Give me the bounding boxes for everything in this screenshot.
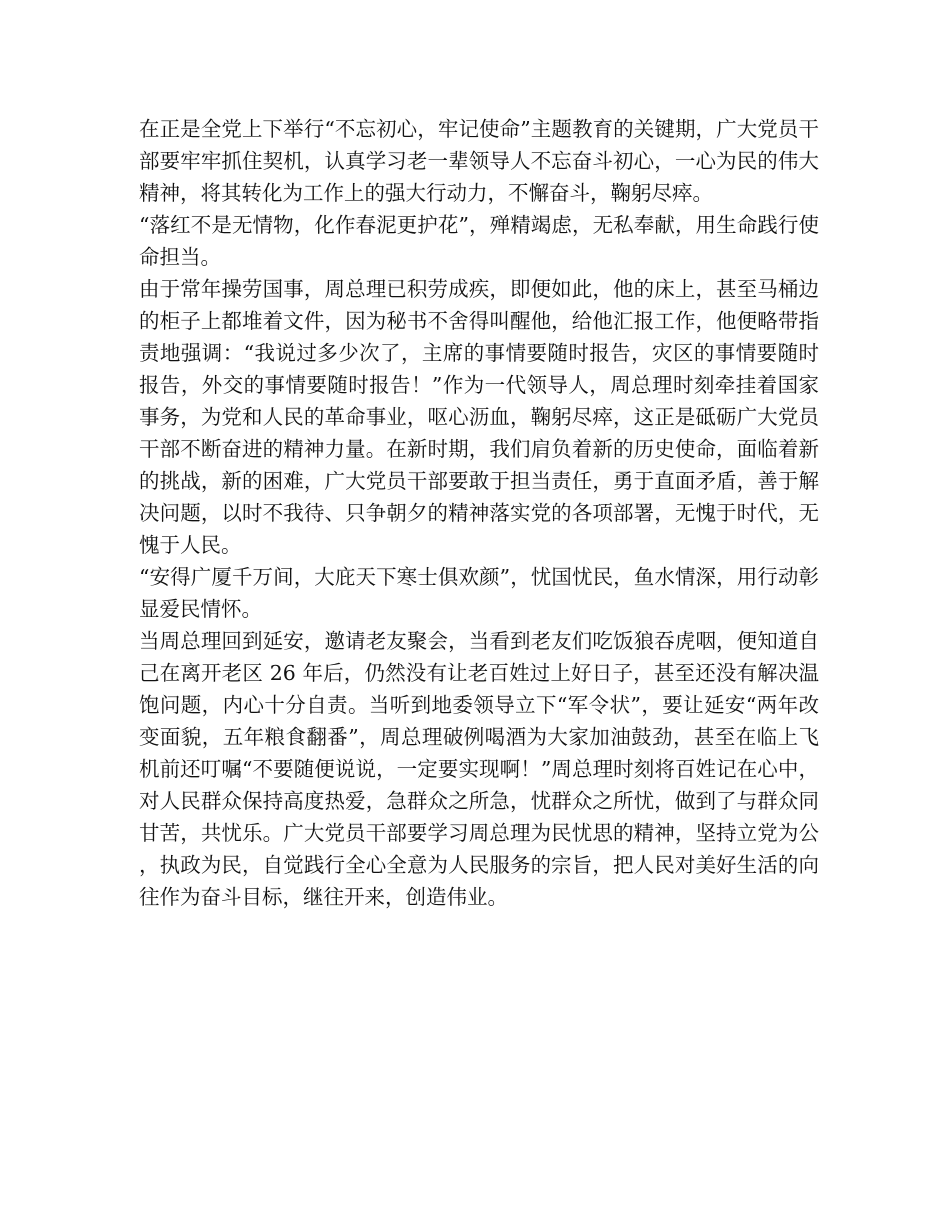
paragraph-intro: 在正是全党上下举行“不忘初心，牢记使命”主题教育的关键期，广大党员干部要牢牢抓住契机，认真学习老一辈领导人不忘奋斗初心，一心为民的伟大精神，将其转化为工作上的强大行动力，不懈奋斗，鞠躬尽瘁。 [139,117,819,205]
paragraph-heading-love-people: “安得广厦千万间，大庇天下寒士俱欢颜”，忧国忧民，鱼水情深，用行动彰显爱民情怀。 [139,565,819,621]
paragraph-heading-dedication: “落红不是无情物，化作春泥更护花”，殚精竭虑，无私奉献，用生命践行使命担当。 [139,213,819,269]
paragraph-diligence: 由于常年操劳国事，周总理已积劳成疾，即便如此，他的床上，甚至马桶边的柜子上都堆着文件，因为秘书不舍得叫醒他，给他汇报工作，他便略带指责地强调：“我说过多少次了，主席的事情要随时报告，灾区的事情要随时报告，外交的事情要随时报告！”作为一代领导人，周总理时刻牵挂着国家事务，为党和人民的革命事业，呕心沥血，鞠躬尽瘁，这正是砥砺广大党员干部不断奋进的精神力量。在新时期，我们肩负着新的历史使命，面临着新的挑战，新的困难，广大党员干部要敢于担当责任，勇于直面矛盾，善于解决问题，以时不我待、只争朝夕的精神落实党的各项部署，无愧于时代，无愧于人民。 [139,277,819,557]
document-body [139,113,819,913]
paragraph-yanan: 当周总理回到延安，邀请老友聚会，当看到老友们吃饭狼吞虎咽，便知道自己在离开老区 26 年后，仍然没有让老百姓过上好日子，甚至还没有解决温饱问题，内心十分自责。当听到地委领导立下“军令状”，要让延安“两年改变面貌，五年粮食翻番”，周总理破例喝酒为大家加油鼓劲，甚至在临上飞机前还叮嘱“不要随便说说，一定要实现啊！”周总理时刻将百姓记在心中，对人民群众保持高度热爱，急群众之所急，忧群众之所忧，做到了与群众同甘苦，共忧乐。广大党员干部要学习周总理为民忧思的精神，坚持立党为公，执政为民，自觉践行全心全意为人民服务的宗旨，把人民对美好生活的向往作为奋斗目标，继往开来，创造伟业。 [139,629,819,909]
